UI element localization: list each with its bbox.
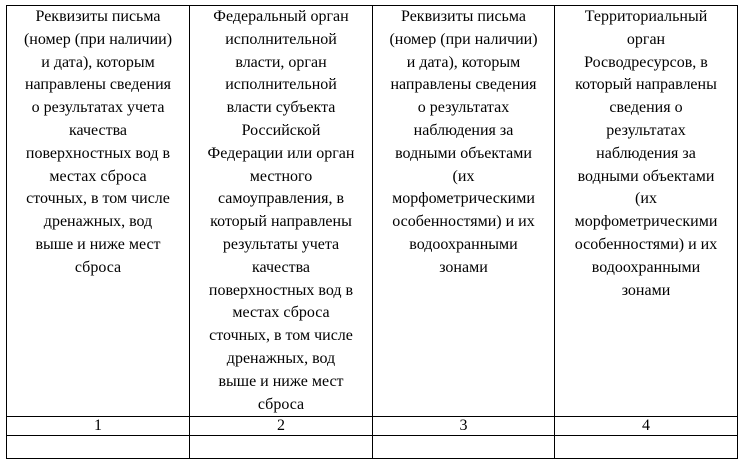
header-line: Реквизиты письма — [35, 8, 161, 25]
column-number-4: 4 — [555, 417, 738, 436]
header-cell-col-1 — [7, 6, 190, 417]
header-line: сведения о — [609, 99, 683, 117]
header-line: (номер (при наличии) — [23, 30, 173, 48]
header-line: Реквизиты письма — [401, 8, 526, 25]
header-line: сточных, в том числе — [26, 190, 170, 208]
header-line: который направлены — [575, 76, 717, 94]
header-text-col-4 — [556, 6, 736, 302]
column-number-row — [7, 417, 738, 436]
header-line: водоохранными — [591, 258, 701, 276]
header-line: результаты учета — [222, 235, 340, 253]
table-header-row — [7, 6, 738, 417]
header-line: власти субъекта — [226, 99, 336, 117]
header-line: поверхностных вод в — [208, 281, 354, 299]
header-line: сброса — [74, 258, 122, 276]
header-line: особенностями) и их — [392, 213, 535, 231]
header-line: дренажных, вод — [226, 349, 336, 367]
header-line: поверхностных вод в — [25, 144, 171, 162]
header-line: о результатах — [417, 99, 510, 117]
header-line: особенностями) и их — [574, 235, 718, 253]
header-text-col-2 — [191, 6, 371, 416]
header-line: результатах — [606, 121, 686, 139]
header-line: Федеральный орган — [213, 8, 349, 25]
header-line: морфометрическими — [392, 190, 535, 208]
header-line: сброса — [257, 395, 305, 413]
header-line: который направлены — [210, 213, 352, 231]
table-row — [7, 436, 738, 459]
header-line: о результатах учета — [31, 99, 165, 117]
header-line: и дата), которым — [406, 53, 521, 71]
header-line: качества — [68, 121, 128, 139]
header-line: местного — [249, 167, 313, 185]
header-line: сточных, в том числе — [209, 327, 353, 345]
header-line: самоуправления, в — [217, 190, 345, 208]
header-line: направлены сведения — [24, 76, 172, 94]
header-cell-col-2 — [190, 6, 373, 417]
requisites-table — [6, 5, 738, 459]
header-line: (их — [635, 190, 657, 208]
header-line: (их — [452, 167, 475, 185]
header-line: исполнительной — [225, 76, 337, 94]
empty-cell-col-3[interactable] — [373, 436, 555, 459]
header-line: Росводресурсов, в — [584, 53, 708, 71]
header-line: (номер (при наличии) — [389, 30, 538, 48]
header-line: местах сброса — [232, 304, 330, 322]
header-line: Федерации или орган — [207, 144, 355, 162]
column-number-1: 1 — [7, 417, 190, 436]
header-line: наблюдения за — [596, 144, 696, 162]
header-cell-col-3 — [373, 6, 555, 417]
column-number-2: 2 — [190, 417, 373, 436]
header-line: дренажных, вод — [43, 213, 153, 231]
header-line: водными объектами — [395, 144, 532, 162]
header-text-col-1 — [8, 6, 188, 280]
header-line: качества — [251, 258, 311, 276]
header-line: водоохранными — [409, 235, 518, 253]
empty-cell-col-2[interactable] — [190, 436, 373, 459]
column-number-3: 3 — [373, 417, 555, 436]
header-line: выше и ниже мест — [35, 235, 161, 253]
header-line: водными объектами — [577, 167, 715, 185]
header-line: Территориальный — [584, 8, 708, 25]
header-cell-col-4 — [555, 6, 738, 417]
header-line: орган — [626, 30, 666, 48]
header-line: выше и ниже мест — [218, 372, 344, 390]
empty-cell-col-1[interactable] — [7, 436, 190, 459]
header-line: исполнительной — [225, 30, 337, 48]
empty-cell-col-4[interactable] — [555, 436, 738, 459]
header-line: направлены сведения — [390, 76, 537, 94]
header-line: власти, орган — [235, 53, 327, 71]
header-line: наблюдения за — [413, 121, 514, 139]
header-line: и дата), которым — [41, 53, 155, 71]
header-line: местах сброса — [49, 167, 147, 185]
header-line: зонами — [439, 258, 488, 276]
header-text-col-3 — [374, 6, 553, 280]
header-line: морфометрическими — [574, 213, 718, 231]
header-line: зонами — [621, 281, 671, 299]
header-line: Российской — [241, 121, 321, 139]
